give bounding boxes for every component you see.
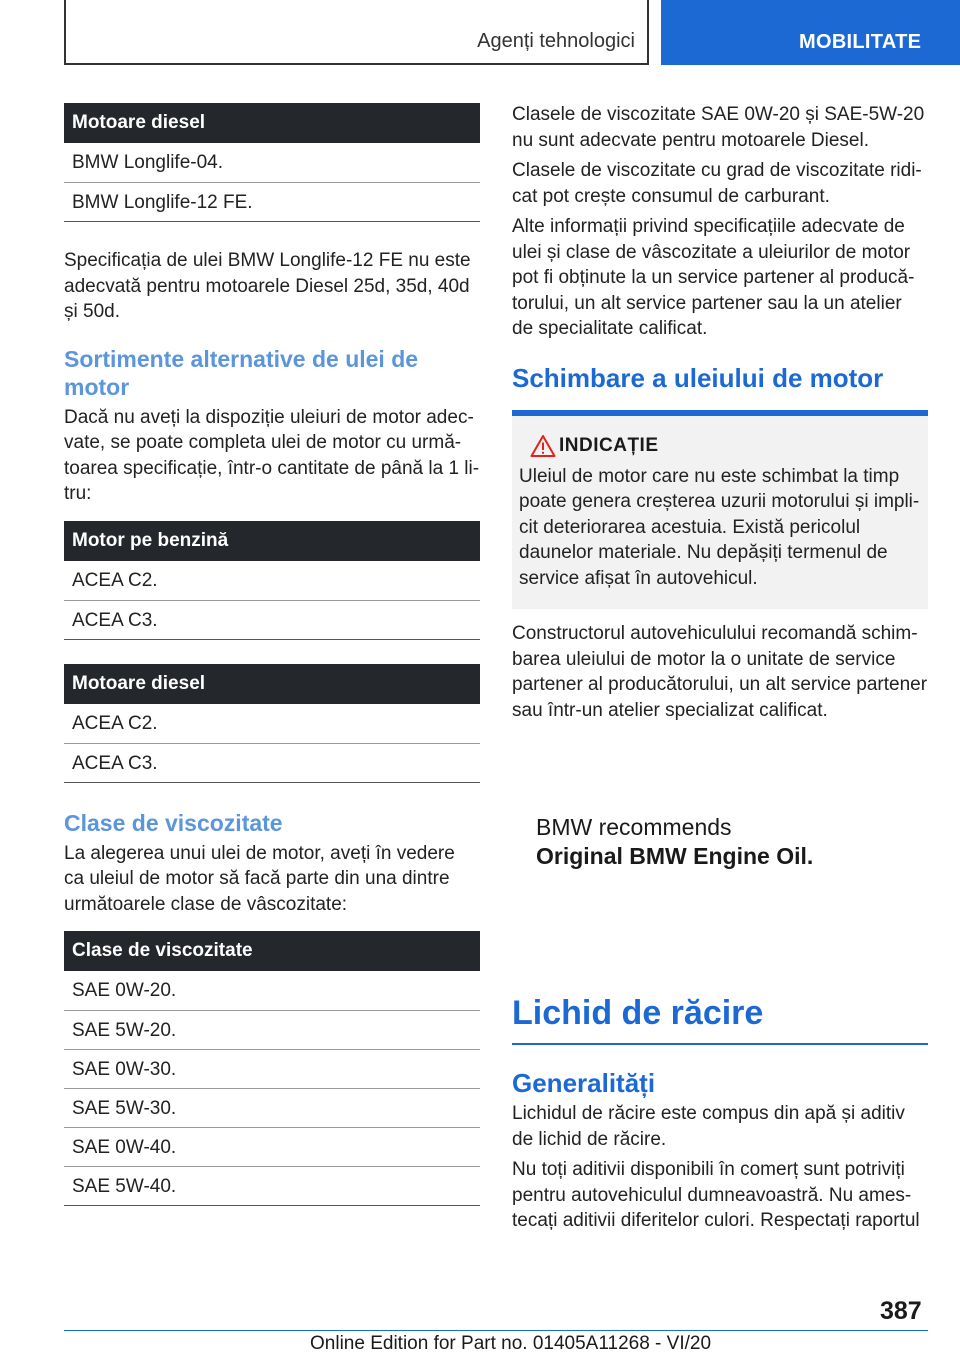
table-petrol <box>64 521 480 640</box>
table-row: SAE 5W-40. <box>64 1166 480 1205</box>
paragraph-sae-diesel: Clasele de viscozitate SAE 0W-20 și SAE-5W-20 nu sunt adecvate pentru motoarele Diesel. <box>512 104 925 151</box>
paragraph-longlife-note: Specificația de ulei BMW Longlife-12 FE nu este adecvată pentru motoarele Diesel 25d, 35d, 40d și 50d. <box>64 250 471 322</box>
table-viscosity <box>64 931 480 1206</box>
footer-edition <box>310 1333 711 1355</box>
table-row: ACEA C3. <box>64 600 480 639</box>
recommend-line-2: Original BMW Engine Oil. <box>536 843 814 869</box>
heading-oil-change: Schimbare a uleiului de motor <box>512 362 884 393</box>
header-section-box <box>64 0 649 65</box>
bmw-recommends-badge <box>512 813 928 871</box>
page-number: 387 <box>880 1297 922 1325</box>
paragraph-more-info: Alte informații privind specificațiile adecvate de ulei și clase de vâscozitate a uleiurilor de motor pot fi obținute la un service partener al producătorului, un alt service partener sau la un atelier de specialitate calificat. <box>512 216 915 339</box>
header-chapter-tab[interactable] <box>661 0 960 65</box>
recommend-line-1: BMW recommends <box>536 814 732 840</box>
notice-title-text: INDICAȚIE <box>559 434 659 456</box>
header-chapter-label: MOBILITATE <box>799 31 922 53</box>
table-row: BMW Longlife-12 FE. <box>64 182 480 221</box>
paragraph-coolant-additives: Nu toți aditivii disponibili în comerț sunt potriviți pentru autovehiculul dumneavoastră. Nu amestecați aditivii diferitelor culori. Respectați raportul <box>512 1159 920 1231</box>
warning-triangle-icon <box>530 434 556 458</box>
table-row: SAE 0W-20. <box>72 980 177 1001</box>
paragraph-coolant-composition: Lichidul de răcire este compus din apă și aditiv de lichid de răcire. <box>512 1103 905 1150</box>
paragraph-viscosity: La alegerea unui ulei de motor, aveți în vedere ca uleiul de motor să facă parte din una dintre următoarele clase de vâscozitate: <box>64 842 455 915</box>
heading-general: Generalități <box>512 1068 656 1098</box>
table-row: SAE 0W-40. <box>64 1127 480 1166</box>
footer-rule <box>64 1330 928 1331</box>
table-diesel-longlife <box>64 103 480 222</box>
paragraph-high-viscosity: Clasele de viscozitate cu grad de viscozitate ridicat pot crește consumul de carburant. <box>512 160 922 207</box>
left-column <box>64 103 480 1206</box>
table-row: ACEA C2. <box>72 712 158 734</box>
section-rule <box>512 1043 928 1045</box>
paragraph-alternative-oils: Dacă nu aveți la dispoziție uleiuri de motor adecvate, se poate completa ulei de motor cu următoarea specificație, într-o cantitate de până la 1 litru: <box>64 406 480 504</box>
heading-viscosity: Clase de viscozitate <box>64 809 283 836</box>
notice-title <box>519 432 920 460</box>
notice-text: Uleiul de motor care nu este schimbat la timp poate genera creșterea uzurii motorului și implicit deteriorarea acestuia. Există pericolul daunelor materiale. Nu depășiți termenul de service afișat în autovehicul. <box>519 465 920 589</box>
paragraph-manufacturer-recommends: Constructorul autovehiculului recomandă schimbarea uleiului de motor la o unitate de service partener al producătorului, un alt service partener sau într-un atelier specializat calificat. <box>512 623 928 721</box>
table-row: SAE 0W-30. <box>64 1049 480 1088</box>
table-header: Motoare diesel <box>64 664 480 704</box>
table-row: SAE 5W-20. <box>64 1010 480 1049</box>
header-section-title: Agenți tehnologici <box>477 30 635 52</box>
table-row: BMW Longlife-04. <box>72 152 224 173</box>
table-header: Clase de viscozitate <box>64 931 480 971</box>
footer-edition-text: Online Edition for Part no. 01405A11268 - VI/20 <box>310 1333 712 1354</box>
table-diesel-acea <box>64 664 480 783</box>
table-header: Motor pe benzină <box>64 521 480 561</box>
heading-alternative-oils: Sortimente alternative de ulei de motor <box>64 345 419 400</box>
table-row: ACEA C2. <box>72 569 158 591</box>
table-row: ACEA C3. <box>64 743 480 782</box>
right-column <box>512 102 928 1234</box>
notice-box <box>512 416 928 610</box>
table-row: SAE 5W-30. <box>64 1088 480 1127</box>
table-header: Motoare diesel <box>64 103 480 143</box>
heading-coolant: Lichid de răcire <box>512 994 764 1032</box>
